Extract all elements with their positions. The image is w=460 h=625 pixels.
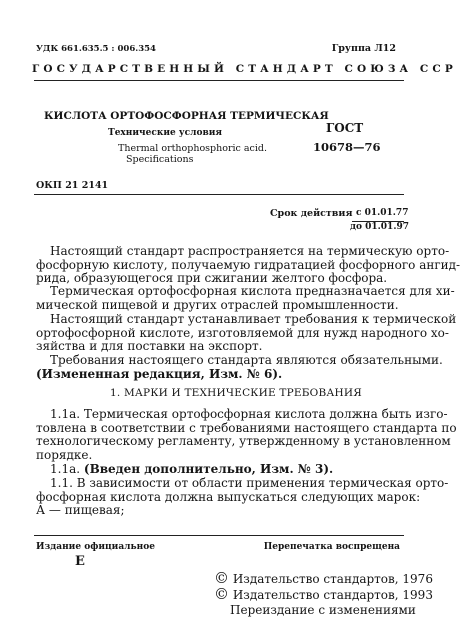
text-line [36,463,402,477]
edition-letter: Е [75,554,85,569]
english-title-line-1: Thermal orthophosphoric acid. [118,143,268,154]
copyright-line-2 [214,585,433,603]
copyright-icon: © [214,569,229,587]
state-standard-heading: ГОСУДАРСТВЕННЫЙ СТАНДАРТ СОЮЗА ССР [32,63,457,75]
text-line: Термическая ортофосфорная кислота предназначается для хи- [50,284,455,298]
official-edition-label: Издание официальное [36,542,155,552]
amendment-note: (Введен дополнительно, Изм. № 3). [83,462,334,476]
validity-label: Срок действия [270,208,353,219]
english-title-line-2: Specifications [126,154,194,165]
reprint-prohibited-label: Перепечатка воспрещена [263,542,400,552]
text-line: фосфорная кислота должна выпускаться следующих марок: [36,489,421,504]
text-line: фосфорную кислоту, получаемую гидратацией фосфорного ангид- [36,257,460,272]
grade-item-a: А — пищевая; [36,503,125,517]
clause-number: 1.1а. [50,462,81,476]
gost-label: ГОСТ [326,121,364,135]
copyright-text: Издательство стандартов, 1976 [232,572,433,586]
intro-paragraph-4 [36,353,443,381]
intro-paragraph-2 [36,284,455,312]
section-1-heading: 1. МАРКИ И ТЕХНИЧЕСКИЕ ТРЕБОВАНИЯ [110,387,362,399]
intro-paragraph-3 [36,312,457,354]
title-block-rule [34,194,404,195]
text-line: Настоящий стандарт устанавливает требования к термической [50,312,457,326]
text-line: рида, образующегося при сжигании желтого фосфора. [36,271,388,285]
intro-paragraph-1 [36,244,460,286]
text-line: товлена в соответствии с требованиями настоящего стандарта по [36,420,457,435]
clause-1-1a-note [36,463,402,477]
text-line: порядке. [36,447,93,462]
document-title: КИСЛОТА ОРТОФОСФОРНАЯ ТЕРМИЧЕСКАЯ [44,110,329,122]
copyright-icon: © [214,585,229,603]
text-line: мической пищевой и других отраслей промышленности. [36,297,399,312]
copyright-text: Издательство стандартов, 1993 [232,588,433,602]
footer-rule [34,535,404,536]
text-line: 1.1. В зависимости от области применения термическая орто- [50,476,449,490]
udk-code: УДК 661.635.5 : 006.354 [36,44,156,54]
clause-1-1a [36,407,457,462]
reissue-note: Переиздание с изменениями [230,603,416,617]
text-line: ортофосфорной кислоте, изготовляемой для нужд народного хо- [36,325,449,340]
text-line: Требования настоящего стандарта являются обязательными. [50,353,443,367]
clause-1-1 [36,476,449,518]
gost-number: 10678—76 [313,140,381,154]
text-line: технологическому регламенту, утвержденному в установленном [36,434,451,448]
document-subtitle: Технические условия [108,128,223,138]
amendment-note: (Измененная редакция, Изм. № 6). [36,366,283,381]
validity-to: до 01.01.97 [350,222,409,232]
text-line: зяйства и для поставки на экспорт. [36,339,263,353]
group-code: Группа Л12 [331,43,396,54]
validity-from: с 01.01.77 [356,208,409,218]
okp-code: ОКП 21 2141 [36,180,109,191]
text-line: Настоящий стандарт распространяется на термическую орто- [50,244,450,258]
text-line: 1.1a. Термическая ортофосфорная кислота должна быть изго- [50,407,448,421]
header-rule [34,80,404,81]
